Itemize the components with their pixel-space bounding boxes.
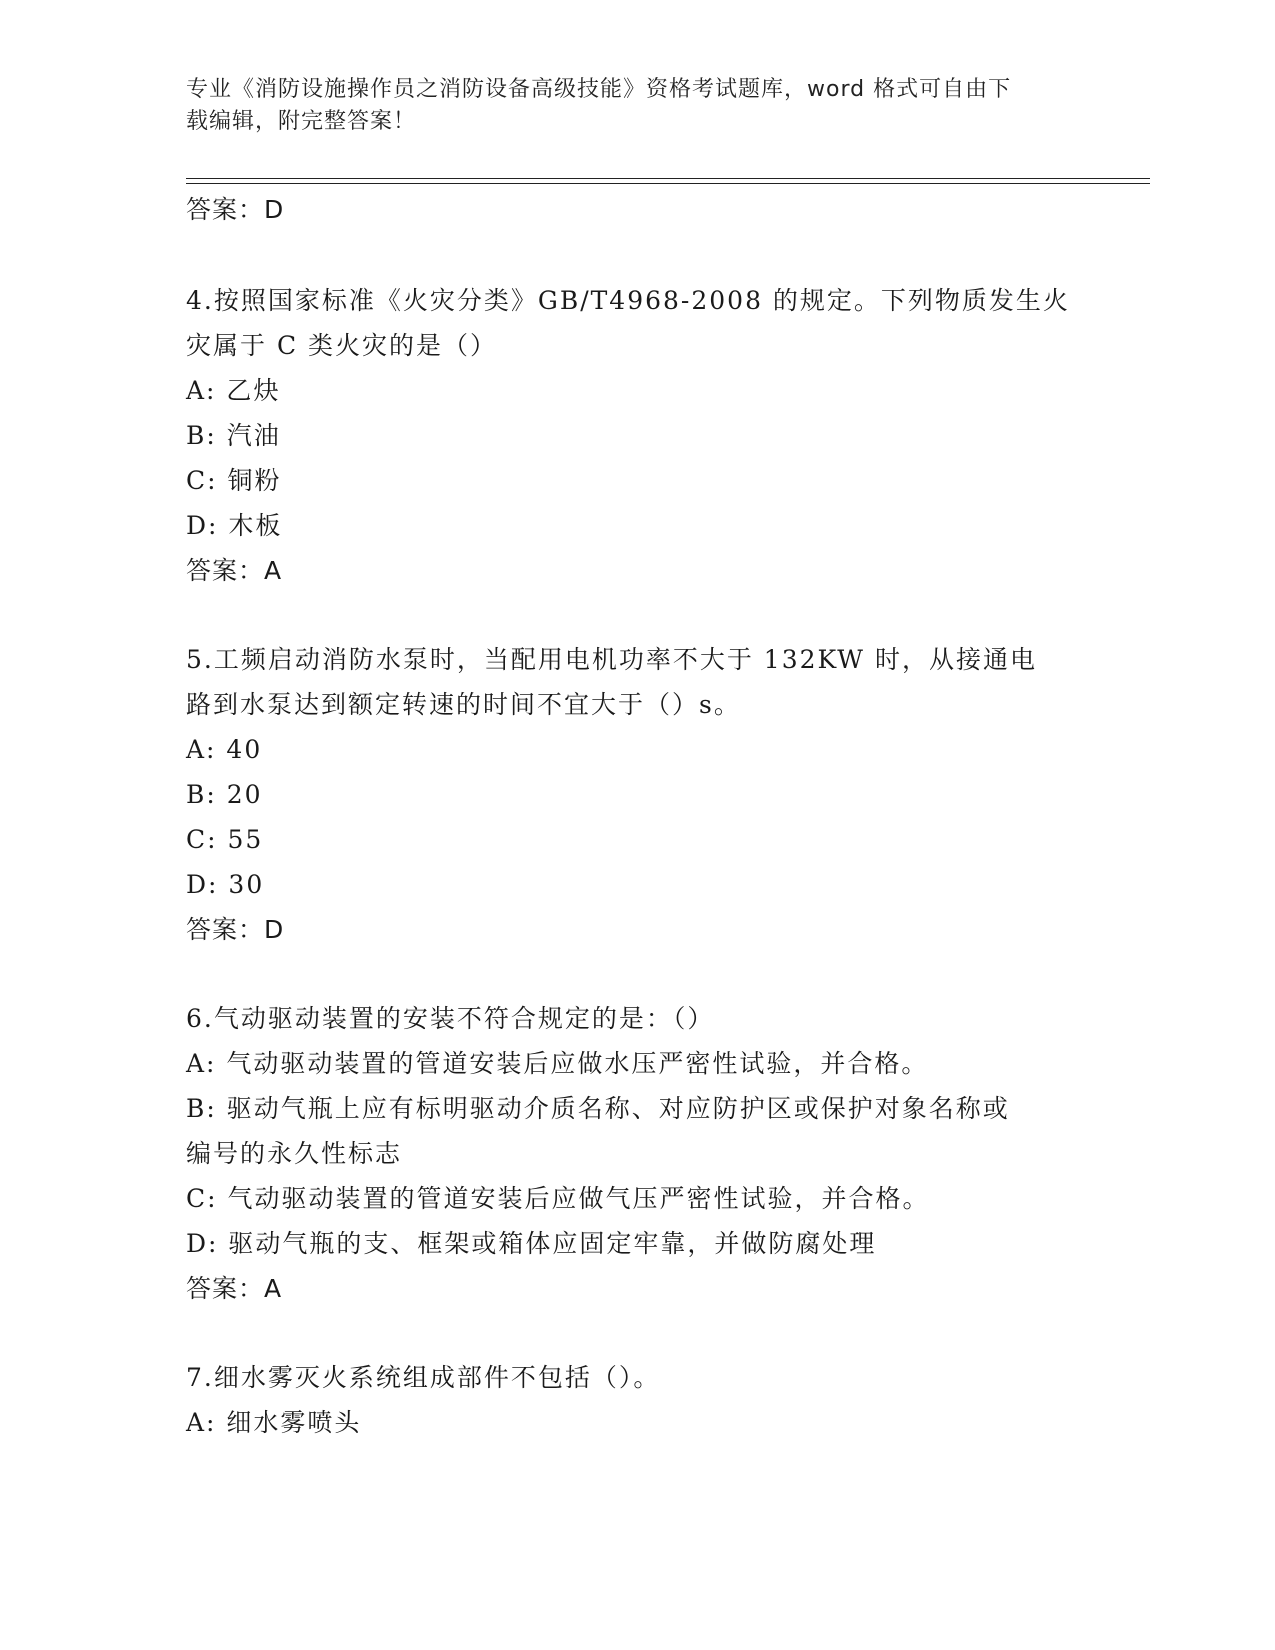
question-stem-line: 6.气动驱动装置的安装不符合规定的是：（） [186, 1004, 715, 1033]
option-b: B: 汽油 [186, 421, 281, 450]
option-c: C: 55 [186, 825, 264, 854]
question-stem-line: 4.按照国家标准《火灾分类》GB/T4968-2008 的规定。下列物质发生火 [186, 286, 1070, 315]
option-b: B: 驱动气瓶上应有标明驱动介质名称、对应防护区或保护对象名称或 [186, 1094, 1010, 1123]
option-a: A: 40 [186, 735, 263, 764]
header-line-1: 专业《消防设施操作员之消防设备高级技能》资格考试题库，word 格式可自由下 [186, 77, 1012, 102]
option-c: C: 铜粉 [186, 466, 282, 495]
option-c: C: 气动驱动装置的管道安装后应做气压严密性试验，并合格。 [186, 1184, 930, 1213]
header-line-2: 载编辑，附完整答案！ [186, 109, 417, 134]
question-7 [186, 1355, 1086, 1445]
answer-label: 答案：D [186, 195, 285, 224]
option-a: A: 气动驱动装置的管道安装后应做水压严密性试验，并合格。 [186, 1049, 929, 1078]
option-d: D: 驱动气瓶的支、框架或箱体应固定牢靠，并做防腐处理 [186, 1229, 877, 1258]
question-stem-line: 5.工频启动消防水泵时，当配用电机功率不大于 132KW 时，从接通电 [186, 645, 1037, 674]
option-a: A: 细水雾喷头 [186, 1408, 362, 1437]
answer-label: 答案：D [186, 915, 285, 944]
header-divider-bottom [186, 183, 1150, 184]
question-stem-line: 路到水泵达到额定转速的时间不宜大于（）s。 [186, 690, 741, 719]
previous-answer-block [186, 187, 1086, 232]
question-4 [186, 278, 1086, 593]
option-d: D: 30 [186, 870, 265, 899]
question-5 [186, 637, 1086, 952]
option-a: A: 乙炔 [186, 376, 281, 405]
document-header [186, 74, 1066, 138]
option-d: D: 木板 [186, 511, 283, 540]
option-b-continued: 编号的永久性标志 [186, 1139, 403, 1168]
question-stem-line: 灾属于 C 类火灾的是（） [186, 331, 498, 360]
answer-label: 答案：A [186, 556, 283, 585]
header-divider-top [186, 178, 1150, 179]
answer-label: 答案：A [186, 1274, 283, 1303]
option-b: B: 20 [186, 780, 263, 809]
question-6 [186, 996, 1086, 1311]
question-stem-line: 7.细水雾灭火系统组成部件不包括（）。 [186, 1363, 661, 1392]
